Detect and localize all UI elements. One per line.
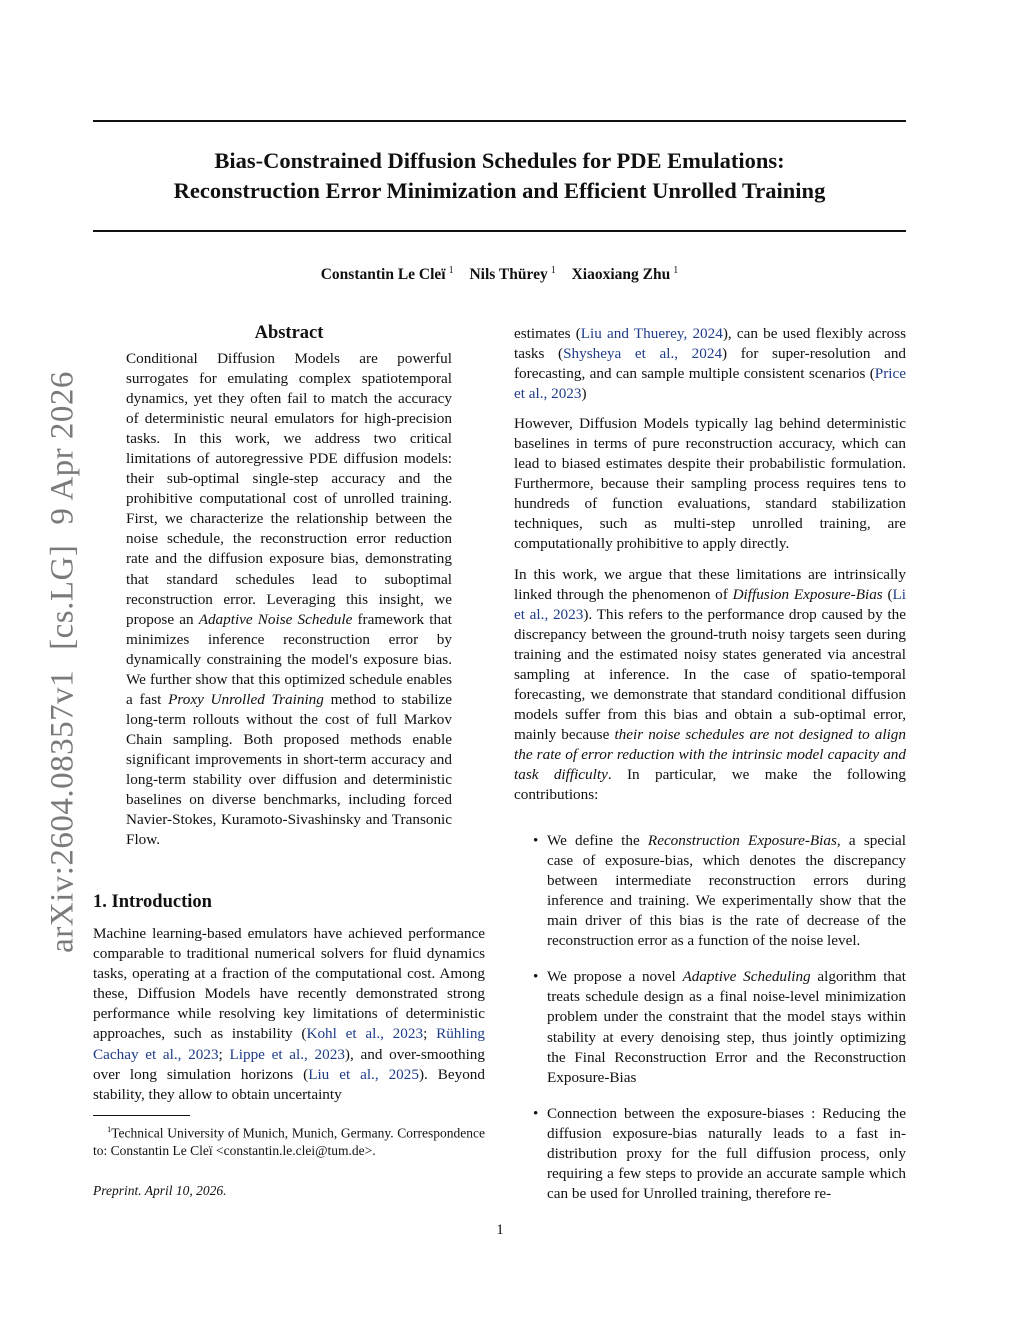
citation-link[interactable]: Rühling Cachay et al., 2023 <box>93 1025 486 1063</box>
body-paragraph: estimates (Liu and Thuerey, 2024), can be used flexibly across tasks (Shysheya et al., 2024) for super-resolution and forecasting, and can sample multiple consistent scenarios (Price et al., 2023) <box>514 325 907 403</box>
author-list <box>93 265 906 284</box>
body-paragraph: However, Diffusion Models typically lag behind deterministic baselines in terms of pure reconstruction accuracy, which can lead to biased estimates despite their probabilistic formulation. Furthermore, because their sampling process requires tens to hundreds of function evaluations, standard stabilization techniques, such as multi-step unrolled training, are computationally prohibitive to apply directly. <box>514 415 906 553</box>
page-number: 1 <box>496 1222 504 1238</box>
left-column <box>93 322 485 1201</box>
arxiv-date: 9 Apr 2026 <box>44 371 81 525</box>
affiliation-footnote: $^1$Technical University of Munich, Munich, Germany. Correspondence to: Constantin Le Cleï <constantin.le.clei@tum.de>. <box>93 1123 485 1159</box>
list-item: • We propose a novel Adaptive Scheduling algorithm that treats schedule design as a final noise-level minimization problem under the constraint that the model stays within stability at every denoising step, thus jointly optimizing the Final Reconstruction Error and the Reconstruction Exposure-Bias <box>533 968 906 1086</box>
preprint-note: Preprint. April 10, 2026. <box>93 1183 227 1199</box>
citation-link[interactable]: Price et al., 2023 <box>514 365 906 403</box>
citation-link[interactable]: Li et al., 2023 <box>514 585 906 623</box>
bullet-icon: • <box>533 1104 539 1122</box>
author: Nils Thürey $^1$ <box>469 265 556 284</box>
list-item: • Connection between the exposure-biases : Reducing the diffusion exposure-bias naturally leads to a fast in-distribution proxy for the full diffusion process, only requiring a few steps to provide an accurate sample which can be used for Unrolled training, therefore re- <box>533 1104 906 1202</box>
citation-link[interactable]: Liu and Thuerey, 2024 <box>580 325 723 342</box>
abstract-emphasis: Proxy Unrolled Training <box>168 690 324 708</box>
arxiv-identifier-stamp <box>45 371 82 953</box>
title-rule-bottom <box>93 230 906 232</box>
author: Xiaoxiang Zhu $^1$ <box>571 265 679 284</box>
footnote-rule <box>93 1115 190 1116</box>
arxiv-category: [cs.LG] <box>44 544 81 650</box>
intro-paragraph: Machine learning-based emulators have achieved performance comparable to traditional numerical solvers for fluid dynamics tasks, operating at a fraction of the computational cost. Among these, Diffusion Models have recently demonstrated strong performance while resolving key limitations of deterministic approaches, such as instability (Kohl et al., 2023; Rühling Cachay et al., 2023; Lippe et al., 2023), and over-smoothing over long simulation horizons (Liu et al., 2025). Beyond stability, they allow to obtain uncertainty <box>93 925 486 1103</box>
citation-link[interactable]: Shysheya et al., 2024 <box>563 345 723 363</box>
bullet-icon: • <box>533 832 539 850</box>
abstract-emphasis: Adaptive Noise Schedule <box>198 610 353 628</box>
list-item: • We define the Reconstruction Exposure-Bias, a special case of exposure-bias, which denotes the discrepancy between intermediate reconstruction errors during inference and training. We experimentally show that the main driver of this bias is the rate of decrease of the reconstruction error as a function of the noise level. <box>533 832 906 950</box>
contributions-list <box>514 831 906 1204</box>
bullet-icon: • <box>533 968 539 986</box>
body-paragraph: In this work, we argue that these limitations are intrinsically linked through the phenomenon of Diffusion Exposure-Bias (Li et al., 2023). This refers to the performance drop caused by the discrepancy between the ground-truth noisy targets seen during training and the estimated noisy states generated via ancestral sampling at inference. In the case of spatio-temporal forecasting, we demonstrate that standard conditional diffusion models suffer from this bias and obtain a sub-optimal error, mainly because their noise schedules are not designed to align the rate of error reduction with the intrinsic model capacity and task difficulty. In particular, we make the following contributions: <box>514 565 906 804</box>
paper-title-line-2: Reconstruction Error Minimization and Efficient Unrolled Training <box>173 178 826 203</box>
paper-title-line-1: Bias-Constrained Diffusion Schedules for PDE Emulations: <box>214 148 785 173</box>
title-rule-top <box>93 120 906 122</box>
citation-link[interactable]: Liu et al., 2025 <box>308 1065 419 1083</box>
right-column <box>514 324 906 1220</box>
section-heading-introduction: 1. Introduction <box>93 892 212 913</box>
citation-link[interactable]: Lippe et al., 2023 <box>229 1045 345 1063</box>
author: Constantin Le Cleï $^1$ <box>320 265 454 284</box>
abstract-heading: Abstract <box>254 323 324 343</box>
arxiv-id: arXiv:2604.08357v1 <box>44 669 81 953</box>
citation-link[interactable]: Kohl et al., 2023 <box>306 1025 424 1043</box>
abstract-body: Conditional Diffusion Models are powerful surrogates for emulating complex spatiotemporal dynamics, yet they often fail to match the accuracy of deterministic neural emulators for high-precision tasks. In this work, we address two critical limitations of autoregressive PDE diffusion models: their sub-optimal single-step accuracy and the prohibitive computational cost of unrolled training. First, we characterize the relationship between the noise schedule, the reconstruction error reduction rate and the diffusion exposure bias, demonstrating that standard schedules lead to suboptimal reconstruction error. Leveraging this insight, we propose an Adaptive Noise Schedule framework that minimizes inference reconstruction error by dynamically constraining the model's exposure bias. We further show that this optimized schedule enables a fast Proxy Unrolled Training method to stabilize long-term rollouts without the cost of full Markov Chain sampling. Both proposed methods enable significant improvements in short-term accuracy and long-term stability over diffusion and deterministic baselines on diverse benchmarks, including forced Navier-Stokes, Kuramoto-Sivashinsky and Transonic Flow. <box>126 350 452 849</box>
